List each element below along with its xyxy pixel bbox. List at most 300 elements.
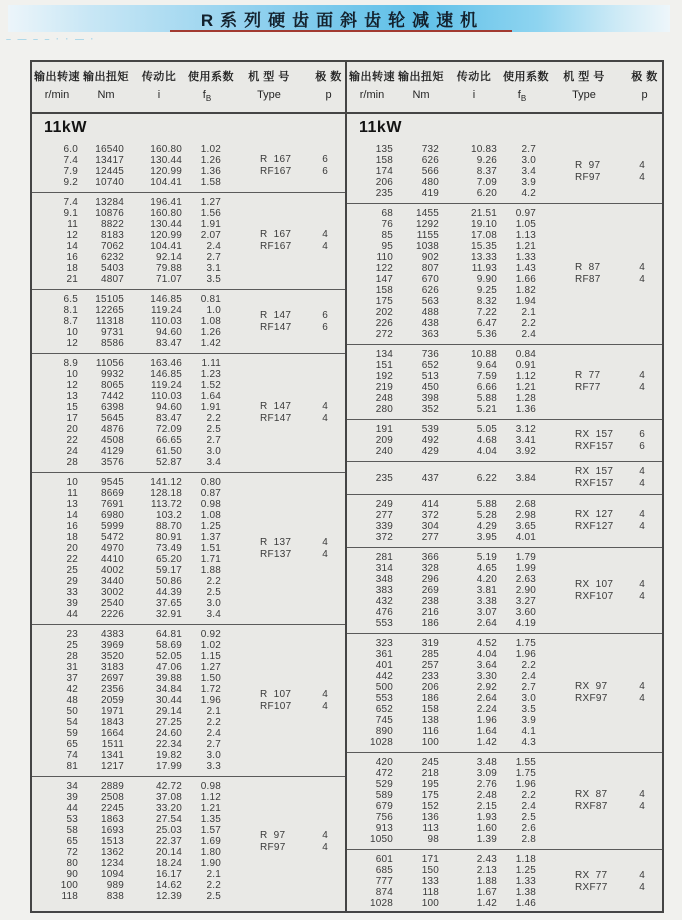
spec-row xyxy=(32,651,226,662)
type-model: RXF157 xyxy=(575,440,614,452)
cell-ratio: 3.81 xyxy=(476,585,497,597)
cell-speed: 158 xyxy=(375,285,393,297)
cell-torque: 6232 xyxy=(100,252,124,264)
cell-ratio: 4.20 xyxy=(476,574,497,586)
column-unit: Type xyxy=(257,89,281,101)
spec-row xyxy=(347,865,541,876)
cell-ratio: 104.41 xyxy=(150,177,182,189)
cell-torque: 2697 xyxy=(100,673,124,685)
cell-ratio: 5.05 xyxy=(476,424,497,436)
spec-row xyxy=(347,532,541,543)
cell-ratio: 9.26 xyxy=(476,155,497,167)
cell-ratio: 5.21 xyxy=(476,404,497,416)
cell-torque: 113 xyxy=(422,823,439,835)
cell-torque: 429 xyxy=(421,446,439,458)
cell-ratio: 5.88 xyxy=(476,499,497,511)
spec-row xyxy=(32,380,226,391)
spec-row xyxy=(32,836,226,847)
spec-table-right xyxy=(347,62,662,911)
spec-row xyxy=(347,768,541,779)
spec-row xyxy=(347,446,541,457)
spec-row xyxy=(32,598,226,609)
cell-torque: 366 xyxy=(421,552,439,564)
cell-speed: 37 xyxy=(66,673,78,685)
cell-torque: 438 xyxy=(421,318,439,330)
group-rows xyxy=(347,466,541,490)
cell-ratio: 15.35 xyxy=(470,241,497,253)
cell-torque: 9545 xyxy=(100,477,124,489)
cell-ratio: 83.47 xyxy=(155,413,182,425)
cell-ratio: 5.28 xyxy=(476,510,497,522)
cell-ratio: 27.25 xyxy=(155,717,182,729)
spec-row xyxy=(347,329,541,340)
cell-speed: 158 xyxy=(375,155,393,167)
cell-speed: 50 xyxy=(66,706,78,718)
cell-fb: 1.43 xyxy=(515,263,536,275)
cell-fb: 3.27 xyxy=(515,596,536,608)
cell-speed: 226 xyxy=(375,318,393,330)
cell-ratio: 33.20 xyxy=(155,803,182,815)
pole-count: 4 xyxy=(639,478,645,490)
type-model: R 137 xyxy=(260,536,292,548)
column-header xyxy=(503,70,549,105)
cell-torque: 902 xyxy=(421,252,439,264)
cell-ratio: 37.65 xyxy=(155,598,182,610)
cell-ratio: 9.90 xyxy=(476,274,497,286)
pole-count: 4 xyxy=(639,274,645,286)
cell-speed: 7.4 xyxy=(63,197,78,209)
cell-speed: 14 xyxy=(66,241,78,253)
group-type-block xyxy=(541,638,662,748)
cell-torque: 4508 xyxy=(100,435,124,447)
cell-torque: 2540 xyxy=(100,598,124,610)
cell-fb: 3.12 xyxy=(515,424,536,436)
cell-speed: 314 xyxy=(375,563,393,575)
group-rows xyxy=(347,757,541,845)
cell-speed: 472 xyxy=(375,768,393,780)
cell-fb: 2.7 xyxy=(206,739,221,751)
spec-row xyxy=(32,695,226,706)
cell-torque: 11318 xyxy=(95,316,124,328)
cell-fb: 3.0 xyxy=(521,155,536,167)
cell-torque: 12265 xyxy=(95,305,124,317)
cell-torque: 238 xyxy=(421,596,439,608)
cell-ratio: 1.42 xyxy=(476,898,497,910)
type-model: R 147 xyxy=(260,309,292,321)
type-line xyxy=(226,322,345,334)
group-type-block xyxy=(541,424,662,457)
pole-count: 4 xyxy=(322,841,328,853)
cell-ratio: 24.60 xyxy=(155,728,182,740)
type-model: RXF87 xyxy=(575,801,608,813)
spec-row xyxy=(347,208,541,219)
spec-row xyxy=(347,144,541,155)
group-rows xyxy=(347,144,541,199)
cell-speed: 202 xyxy=(375,307,393,319)
cell-ratio: 71.07 xyxy=(155,274,182,286)
type-model: RX 77 xyxy=(575,869,608,881)
pole-count: 4 xyxy=(322,548,328,560)
cell-speed: 58 xyxy=(66,825,78,837)
pole-count: 4 xyxy=(639,262,645,274)
type-line xyxy=(541,681,662,693)
cell-ratio: 7.59 xyxy=(476,371,497,383)
cell-fb: 1.55 xyxy=(515,757,536,769)
group-type-block xyxy=(541,349,662,415)
cell-ratio: 20.14 xyxy=(155,847,182,859)
cell-torque: 1664 xyxy=(100,728,124,740)
cell-fb: 2.2 xyxy=(521,660,536,672)
cell-speed: 745 xyxy=(375,715,393,727)
cell-fb: 0.92 xyxy=(200,629,221,641)
cell-fb: 1.58 xyxy=(200,177,221,189)
spec-row xyxy=(32,402,226,413)
cell-speed: 11 xyxy=(67,219,78,231)
type-model: RX 157 xyxy=(575,466,614,478)
cell-ratio: 119.24 xyxy=(150,380,182,392)
type-line xyxy=(226,689,345,701)
spec-row xyxy=(32,565,226,576)
spec-row xyxy=(32,629,226,640)
cell-fb: 1.37 xyxy=(200,532,221,544)
cell-speed: 7.4 xyxy=(63,155,78,167)
cell-torque: 4383 xyxy=(100,629,124,641)
spec-row xyxy=(347,737,541,748)
cell-torque: 419 xyxy=(421,188,439,200)
cell-torque: 3183 xyxy=(100,662,124,674)
pole-count: 4 xyxy=(639,466,645,478)
spec-row xyxy=(32,814,226,825)
cell-ratio: 50.86 xyxy=(155,576,182,588)
cell-torque: 398 xyxy=(421,393,439,405)
cell-fb: 4.3 xyxy=(521,737,536,749)
spec-row xyxy=(32,305,226,316)
type-line xyxy=(541,521,662,533)
cell-torque: 670 xyxy=(421,274,439,286)
spec-row xyxy=(347,499,541,510)
cell-ratio: 2.43 xyxy=(476,854,497,866)
cell-speed: 248 xyxy=(375,393,393,405)
type-model: RXF77 xyxy=(575,881,608,893)
cell-fb: 1.18 xyxy=(515,854,536,866)
cell-torque: 2356 xyxy=(100,684,124,696)
unit-symbol: f xyxy=(202,89,206,101)
cell-ratio: 110.03 xyxy=(150,316,182,328)
spec-group xyxy=(32,140,345,193)
cell-speed: 174 xyxy=(375,166,393,178)
column-label: 机 型 号 xyxy=(248,71,290,83)
cell-torque: 732 xyxy=(421,144,439,156)
spec-row xyxy=(347,521,541,532)
cell-torque: 116 xyxy=(422,726,439,738)
spec-row xyxy=(32,706,226,717)
cell-fb: 1.46 xyxy=(515,898,536,910)
cell-fb: 1.56 xyxy=(200,208,221,220)
cell-speed: 135 xyxy=(375,144,393,156)
spec-group xyxy=(347,204,662,345)
spec-row xyxy=(32,327,226,338)
cell-fb: 0.97 xyxy=(515,208,536,220)
cell-ratio: 120.99 xyxy=(150,166,182,178)
cell-fb: 2.2 xyxy=(521,790,536,802)
cell-torque: 269 xyxy=(421,585,439,597)
type-model: RXF97 xyxy=(575,693,608,705)
cell-speed: 90 xyxy=(66,869,78,881)
cell-torque: 492 xyxy=(421,435,439,447)
cell-fb: 3.0 xyxy=(521,693,536,705)
type-line xyxy=(541,441,662,453)
cell-torque: 9731 xyxy=(100,327,124,339)
cell-torque: 4970 xyxy=(100,543,124,555)
column-unit: r/min xyxy=(44,89,70,101)
cell-speed: 100 xyxy=(60,880,78,892)
type-model: RX 87 xyxy=(575,789,608,801)
type-line xyxy=(541,466,662,478)
type-model: RF147 xyxy=(260,413,292,425)
cell-ratio: 6.66 xyxy=(476,382,497,394)
cell-speed: 9.1 xyxy=(63,208,78,220)
cell-speed: 500 xyxy=(375,682,393,694)
column-header xyxy=(347,70,397,105)
cell-fb: 2.4 xyxy=(206,241,221,253)
type-model: RXF107 xyxy=(575,590,614,602)
spec-row xyxy=(347,166,541,177)
cell-torque: 1292 xyxy=(415,219,439,231)
pole-count: 6 xyxy=(322,154,328,166)
spec-row xyxy=(347,823,541,834)
type-line xyxy=(541,579,662,591)
cell-speed: 34 xyxy=(66,781,78,793)
cell-torque: 1234 xyxy=(100,858,124,870)
spec-row xyxy=(32,587,226,598)
pole-count: 4 xyxy=(639,681,645,693)
type-line xyxy=(541,693,662,705)
cell-speed: 756 xyxy=(375,812,393,824)
cell-torque: 1341 xyxy=(100,750,124,762)
spec-table xyxy=(30,60,664,913)
type-model: RF137 xyxy=(260,548,292,560)
cell-fb: 1.27 xyxy=(200,197,221,209)
spec-group xyxy=(347,345,662,420)
cell-ratio: 130.44 xyxy=(150,155,182,167)
cell-speed: 54 xyxy=(66,717,78,729)
cell-fb: 3.41 xyxy=(515,435,536,447)
cell-fb: 3.0 xyxy=(206,598,221,610)
cell-speed: 192 xyxy=(375,371,393,383)
unit-subscript: B xyxy=(520,94,527,104)
cell-torque: 2508 xyxy=(100,792,124,804)
spec-row xyxy=(32,263,226,274)
cell-fb: 3.60 xyxy=(515,607,536,619)
cell-speed: 28 xyxy=(66,457,78,469)
spec-row xyxy=(32,640,226,651)
cell-torque: 152 xyxy=(421,801,439,813)
cell-torque: 13417 xyxy=(95,155,124,167)
cell-fb: 1.38 xyxy=(515,887,536,899)
cell-speed: 476 xyxy=(375,607,393,619)
cell-speed: 13 xyxy=(66,499,78,511)
cell-fb: 1.0 xyxy=(206,305,221,317)
cell-torque: 304 xyxy=(421,521,439,533)
cell-speed: 151 xyxy=(375,360,393,372)
spec-row xyxy=(347,671,541,682)
pole-count: 4 xyxy=(639,693,645,705)
cell-fb: 1.88 xyxy=(200,565,221,577)
cell-torque: 539 xyxy=(421,424,439,436)
column-header xyxy=(32,70,82,105)
cell-fb: 2.63 xyxy=(515,574,536,586)
cell-speed: 42 xyxy=(66,684,78,696)
cell-ratio: 32.91 xyxy=(155,609,182,621)
spec-row xyxy=(347,349,541,360)
cell-fb: 2.5 xyxy=(206,587,221,599)
cell-ratio: 14.62 xyxy=(155,880,182,892)
type-line xyxy=(541,801,662,813)
cell-torque: 5403 xyxy=(100,263,124,275)
cell-torque: 11056 xyxy=(95,358,124,370)
spec-row xyxy=(347,188,541,199)
cell-speed: 22 xyxy=(66,554,78,566)
cell-torque: 513 xyxy=(421,371,439,383)
column-unit xyxy=(503,89,541,105)
cell-speed: 17 xyxy=(66,413,78,425)
cell-torque: 6980 xyxy=(100,510,124,522)
spec-row xyxy=(32,750,226,761)
cell-fb: 2.5 xyxy=(206,424,221,436)
spec-row xyxy=(347,801,541,812)
cell-torque: 233 xyxy=(421,671,439,683)
cell-torque: 2245 xyxy=(100,803,124,815)
cell-speed: 1050 xyxy=(369,834,393,846)
cell-torque: 450 xyxy=(421,382,439,394)
cell-ratio: 94.60 xyxy=(155,402,182,414)
cell-torque: 186 xyxy=(421,693,439,705)
cell-fb: 1.50 xyxy=(200,673,221,685)
cell-torque: 5472 xyxy=(100,532,124,544)
cell-ratio: 1.96 xyxy=(476,715,497,727)
cell-fb: 2.2 xyxy=(206,576,221,588)
pole-count: 4 xyxy=(322,536,328,548)
cell-ratio: 6.22 xyxy=(476,472,497,484)
cell-torque: 414 xyxy=(421,499,439,511)
cell-speed: 420 xyxy=(375,757,393,769)
cell-fb: 1.08 xyxy=(200,316,221,328)
spec-row xyxy=(32,219,226,230)
cell-speed: 685 xyxy=(375,865,393,877)
column-label: 使用系数 xyxy=(188,71,234,83)
cell-speed: 134 xyxy=(375,349,393,361)
cell-fb: 2.1 xyxy=(521,307,536,319)
cell-fb: 2.90 xyxy=(515,585,536,597)
cell-speed: 249 xyxy=(375,499,393,511)
cell-fb: 1.27 xyxy=(200,662,221,674)
cell-ratio: 196.41 xyxy=(150,197,182,209)
type-model: RF97 xyxy=(575,171,601,183)
cell-fb: 1.36 xyxy=(200,166,221,178)
type-line xyxy=(226,549,345,561)
cell-ratio: 12.39 xyxy=(155,891,182,903)
unit-symbol: f xyxy=(517,89,521,101)
group-type-block xyxy=(541,552,662,629)
spec-row xyxy=(32,869,226,880)
spec-row xyxy=(347,898,541,909)
cell-fb: 1.15 xyxy=(200,651,221,663)
cell-ratio: 1.93 xyxy=(476,812,497,824)
cell-fb: 1.82 xyxy=(515,285,536,297)
type-line xyxy=(541,429,662,441)
cell-fb: 1.26 xyxy=(200,327,221,339)
cell-fb: 2.7 xyxy=(521,144,536,156)
cell-torque: 7442 xyxy=(100,391,124,403)
column-label: 使用系数 xyxy=(503,71,549,83)
cell-speed: 601 xyxy=(375,854,393,866)
cell-fb: 2.6 xyxy=(521,823,536,835)
cell-speed: 890 xyxy=(375,726,393,738)
cell-fb: 1.96 xyxy=(515,779,536,791)
pole-count: 6 xyxy=(322,309,328,321)
cell-ratio: 88.70 xyxy=(155,521,182,533)
cell-speed: 118 xyxy=(61,891,78,903)
cell-fb: 1.12 xyxy=(515,371,536,383)
cell-speed: 442 xyxy=(375,671,393,683)
cell-speed: 25 xyxy=(66,565,78,577)
type-line xyxy=(226,701,345,713)
cell-speed: 874 xyxy=(375,887,393,899)
group-type-block xyxy=(226,144,345,188)
cell-ratio: 2.48 xyxy=(476,790,497,802)
cell-torque: 363 xyxy=(421,329,439,341)
cell-fb: 1.21 xyxy=(515,382,536,394)
cell-fb: 1.99 xyxy=(515,563,536,575)
cell-ratio: 5.19 xyxy=(476,552,497,564)
group-type-block xyxy=(541,757,662,845)
type-line xyxy=(226,830,345,842)
type-line xyxy=(226,166,345,178)
cell-fb: 2.2 xyxy=(206,880,221,892)
cell-speed: 339 xyxy=(375,521,393,533)
cell-ratio: 160.80 xyxy=(150,144,182,156)
cell-speed: 65 xyxy=(66,739,78,751)
spec-row xyxy=(32,521,226,532)
cell-fb: 1.96 xyxy=(515,649,536,661)
cell-ratio: 163.46 xyxy=(150,358,182,370)
cell-ratio: 47.06 xyxy=(155,662,182,674)
spec-row xyxy=(32,457,226,468)
group-type-block xyxy=(226,197,345,285)
column-unit: Nm xyxy=(97,89,115,101)
spec-group xyxy=(347,420,662,462)
cell-speed: 679 xyxy=(375,801,393,813)
pole-count: 6 xyxy=(639,440,645,452)
cell-torque: 437 xyxy=(421,472,439,484)
cell-fb: 3.4 xyxy=(206,609,221,621)
cell-speed: 10 xyxy=(66,369,78,381)
type-model: R 167 xyxy=(260,154,292,166)
pole-count: 4 xyxy=(639,869,645,881)
cell-fb: 1.12 xyxy=(200,792,221,804)
cell-fb: 1.64 xyxy=(200,391,221,403)
cell-fb: 3.3 xyxy=(206,761,221,773)
cell-fb: 3.0 xyxy=(206,446,221,458)
cell-ratio: 22.34 xyxy=(155,739,182,751)
spec-row xyxy=(32,761,226,772)
cell-ratio: 103.2 xyxy=(155,510,182,522)
spec-row xyxy=(347,585,541,596)
spec-row xyxy=(32,230,226,241)
column-header xyxy=(445,70,503,105)
cell-torque: 1511 xyxy=(101,739,124,751)
cell-torque: 218 xyxy=(421,768,439,780)
